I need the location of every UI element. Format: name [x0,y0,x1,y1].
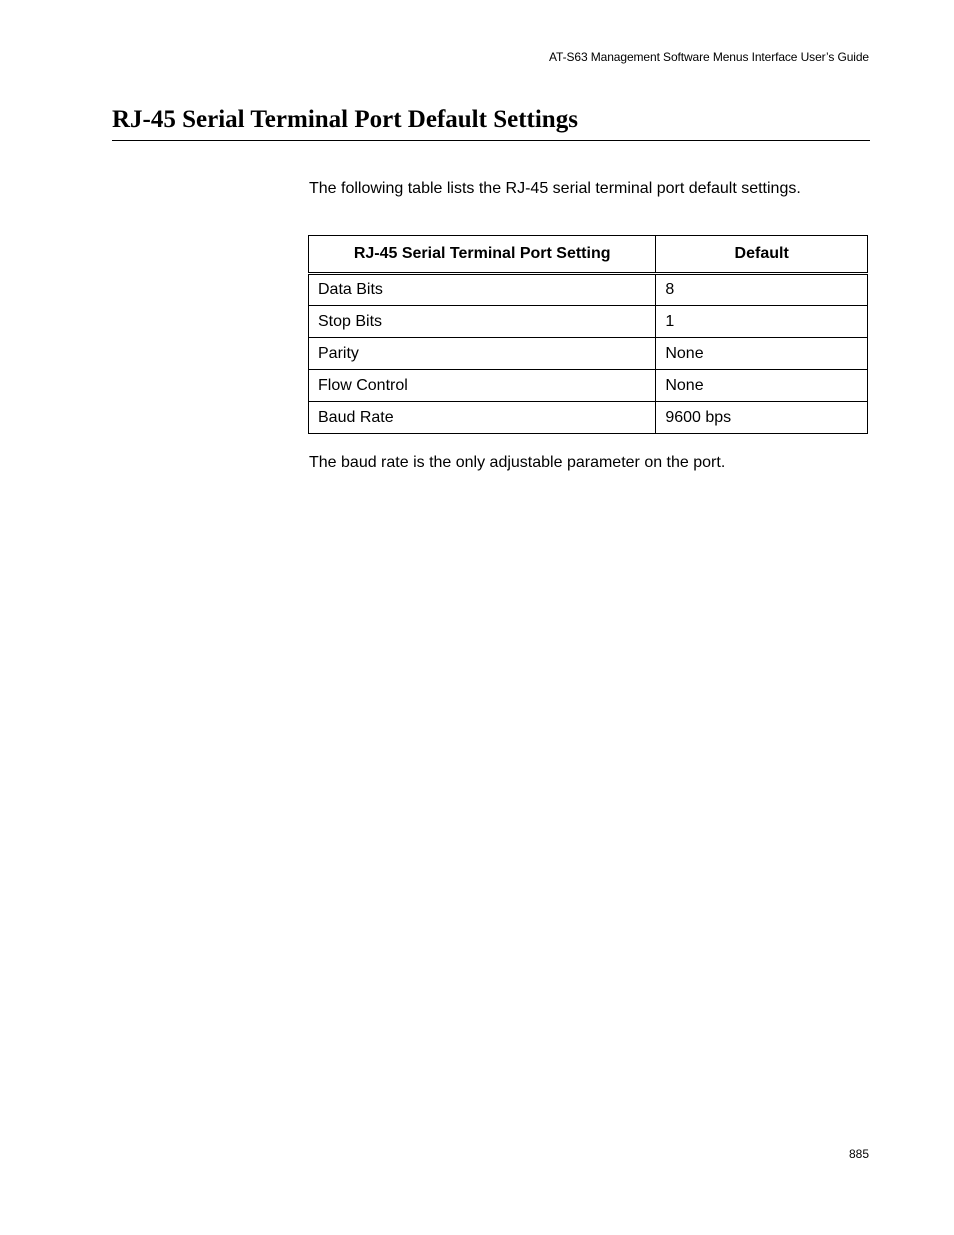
default-cell: None [656,370,868,402]
default-cell: None [656,338,868,370]
title-rule [112,140,870,141]
column-header-setting: RJ-45 Serial Terminal Port Setting [309,236,656,274]
running-header: AT-S63 Management Software Menus Interface User’s Guide [549,50,869,64]
table-row [309,306,868,338]
setting-cell: Flow Control [309,370,656,402]
table-row [309,370,868,402]
settings-table [308,235,868,434]
setting-cell: Data Bits [309,274,656,306]
column-header-default: Default [656,236,868,274]
setting-cell: Baud Rate [309,402,656,434]
table-row [309,338,868,370]
page-number: 885 [848,1147,869,1161]
table-header-row [309,236,868,274]
table-row [309,274,868,306]
section-title: RJ-45 Serial Terminal Port Default Settings [112,106,578,133]
default-cell: 8 [656,274,868,306]
outro-paragraph: The baud rate is the only adjustable parameter on the port. [309,454,726,471]
setting-cell: Stop Bits [309,306,656,338]
default-cell: 1 [656,306,868,338]
table-row [309,402,868,434]
intro-paragraph: The following table lists the RJ-45 serial terminal port default settings. [309,180,801,197]
setting-cell: Parity [309,338,656,370]
default-cell: 9600 bps [656,402,868,434]
